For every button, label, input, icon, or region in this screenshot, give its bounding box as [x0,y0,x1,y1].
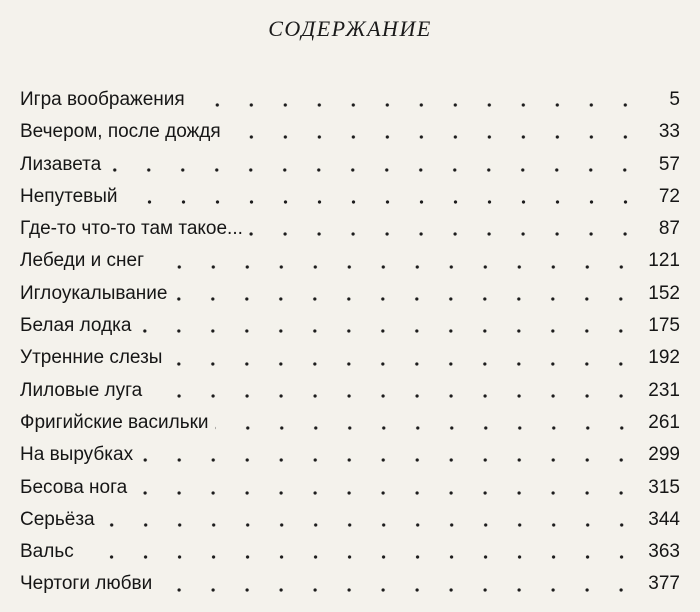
dot-leader [150,264,638,270]
toc-entry-page: 261 [648,411,680,433]
toc-entry-page: 5 [669,89,680,110]
toc-entry [20,213,680,245]
dot-leader [148,393,638,399]
toc-entry-page: 175 [648,315,680,337]
toc-entry-title: Утренние слезы [20,347,163,369]
toc-entry [20,84,680,116]
toc-entry-title: Иглоукалывание [20,282,168,304]
toc-entry [20,149,680,181]
dot-leader [158,587,638,593]
dot-leader [107,167,642,173]
toc-entry-page: 299 [648,444,680,466]
toc-entry-page: 231 [648,379,680,401]
toc-entry [20,310,680,342]
toc-entry [20,278,680,310]
toc-entry-page: 363 [648,541,680,563]
dot-leader [133,490,638,496]
dot-leader [249,231,642,237]
dot-leader [124,199,643,205]
toc-entry-page: 377 [648,573,680,595]
toc-entry-title: Бесова нога [20,476,128,498]
toc-entry-title: Непутевый [20,185,118,207]
toc-entry-title: Серьёза [20,508,95,530]
toc-entry-title: Игра воображения [20,89,185,110]
toc-entry [20,342,680,374]
dot-leader [173,296,638,302]
toc-entry-page: 192 [648,347,680,369]
toc-entry-title: На вырубках [20,444,134,466]
toc-entry-page: 33 [658,121,680,143]
toc-entry [20,116,680,148]
toc-entry-page: 72 [658,185,680,207]
toc-entry-page: 152 [648,282,680,304]
toc-entry-page: 121 [648,250,680,272]
page-title: СОДЕРЖАНИЕ [268,16,432,41]
toc-entry [20,536,680,568]
toc-entry-page: 344 [648,508,680,530]
toc-entry [20,375,680,407]
toc-entry-page: 87 [658,218,680,240]
dot-leader [227,134,642,140]
toc-entry-title: Чертоги любви [20,573,153,595]
toc-entry [20,504,680,536]
dot-leader [139,457,638,463]
toc-entry-title: Фригийские васильки [20,411,209,433]
toc-entry [20,568,680,600]
table-of-contents [20,84,680,601]
dot-leader [137,328,638,334]
dot-leader [80,554,639,560]
toc-entry [20,407,680,439]
toc-entry [20,472,680,504]
toc-entry [20,439,680,471]
toc-entry-title: Где-то что-то там такое... [20,218,243,240]
dot-leader [168,361,638,367]
toc-entry-page: 315 [648,476,680,498]
toc-entry [20,181,680,213]
toc-entry-title: Лизавета [20,153,102,175]
dot-leader [215,425,639,431]
dot-leader [101,522,639,528]
toc-entry-title: Вечером, после дождя [20,121,221,143]
dot-leader [191,102,642,108]
toc-entry-title: Лебеди и снег [20,250,145,272]
toc-entry-title: Лиловые луга [20,379,143,401]
toc-entry-title: Вальс [20,541,74,563]
toc-entry-title: Белая лодка [20,315,132,337]
toc-entry [20,245,680,277]
toc-entry-page: 57 [658,153,680,175]
